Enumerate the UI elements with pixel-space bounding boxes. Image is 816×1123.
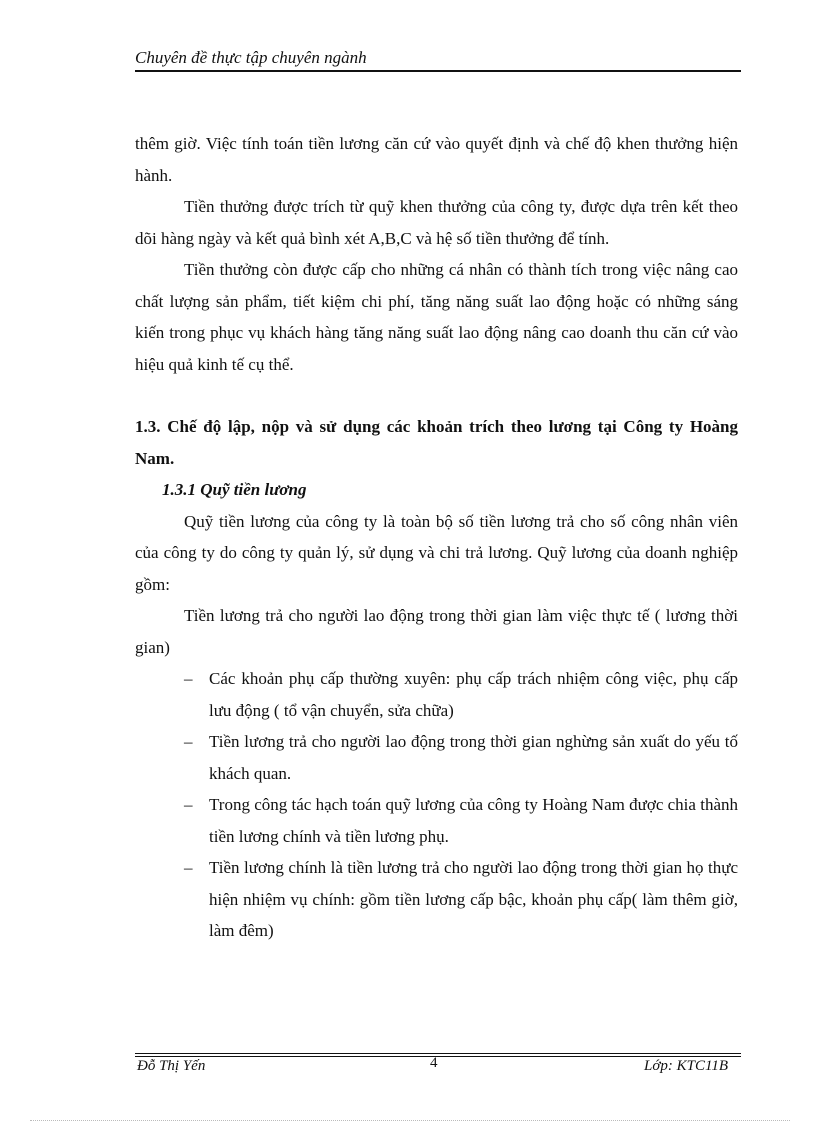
section-heading: 1.3. Chế độ lập, nộp và sử dụng các khoản trích theo lương tại Công ty Hoàng Nam. bbox=[135, 417, 738, 468]
list-item: – Trong công tác hạch toán quỹ lương của công ty Hoàng Nam được chia thành tiền lương chính và tiền lương phụ. bbox=[135, 789, 738, 852]
list-item: – Tiền lương chính là tiền lương trả cho người lao động trong thời gian họ thực hiện nhiệm vụ chính: gồm tiền lương cấp bậc, khoản phụ cấp( làm thêm giờ, làm đêm) bbox=[135, 852, 738, 947]
footer-class-label: Lớp: KTC11B bbox=[644, 1058, 728, 1074]
page-number: 4 bbox=[430, 1055, 438, 1071]
footer-rule-bottom bbox=[135, 1056, 741, 1057]
header-rule bbox=[135, 70, 741, 72]
footer-author: Đỗ Thị Yến bbox=[137, 1058, 206, 1074]
list-item: – Tiền lương trả cho người lao động trong thời gian nghừng sản xuất do yếu tố khách quan. bbox=[135, 726, 738, 789]
spacer bbox=[135, 380, 738, 411]
subsection-heading: 1.3.1 Quỹ tiền lương bbox=[162, 480, 307, 499]
footer-rule-top bbox=[135, 1053, 741, 1054]
page-header-title: Chuyên đề thực tập chuyên ngành bbox=[135, 48, 367, 67]
paragraph-3: Tiền thưởng còn được cấp cho những cá nhân có thành tích trong việc nâng cao chất lượng sản phẩm, tiết kiệm chi phí, tăng năng suất lao động hoặc có những sáng kiến trong phục vụ khách hàng tăng năng suất lao động nâng cao doanh thu căn cứ vào hiệu quả kinh tế cụ thể. bbox=[135, 260, 738, 374]
bullet-list bbox=[135, 663, 738, 947]
paragraph-4: Quỹ tiền lương của công ty là toàn bộ số tiền lương trả cho số công nhân viên của công ty do công ty quản lý, sử dụng và chi trả lương. Quỹ lương của doanh nghiệp gồm: bbox=[135, 511, 738, 594]
list-item: – Các khoản phụ cấp thường xuyên: phụ cấp trách nhiệm công việc, phụ cấp lưu động ( tổ vận chuyển, sửa chữa) bbox=[135, 663, 738, 726]
document-body bbox=[135, 128, 738, 947]
page-boundary bbox=[30, 1120, 790, 1121]
paragraph-2: Tiền thưởng được trích từ quỹ khen thưởng của công ty, được dựa trên kết theo dõi hàng ngày và kết quả bình xét A,B,C và hệ số tiền thưởng để tính. bbox=[135, 197, 738, 248]
paragraph-1: thêm giờ. Việc tính toán tiền lương căn cứ vào quyết định và chế độ khen thưởng hiện hành. bbox=[135, 134, 738, 185]
paragraph-5: Tiền lương trả cho người lao động trong thời gian làm việc thực tế ( lương thời gian) bbox=[135, 606, 738, 657]
